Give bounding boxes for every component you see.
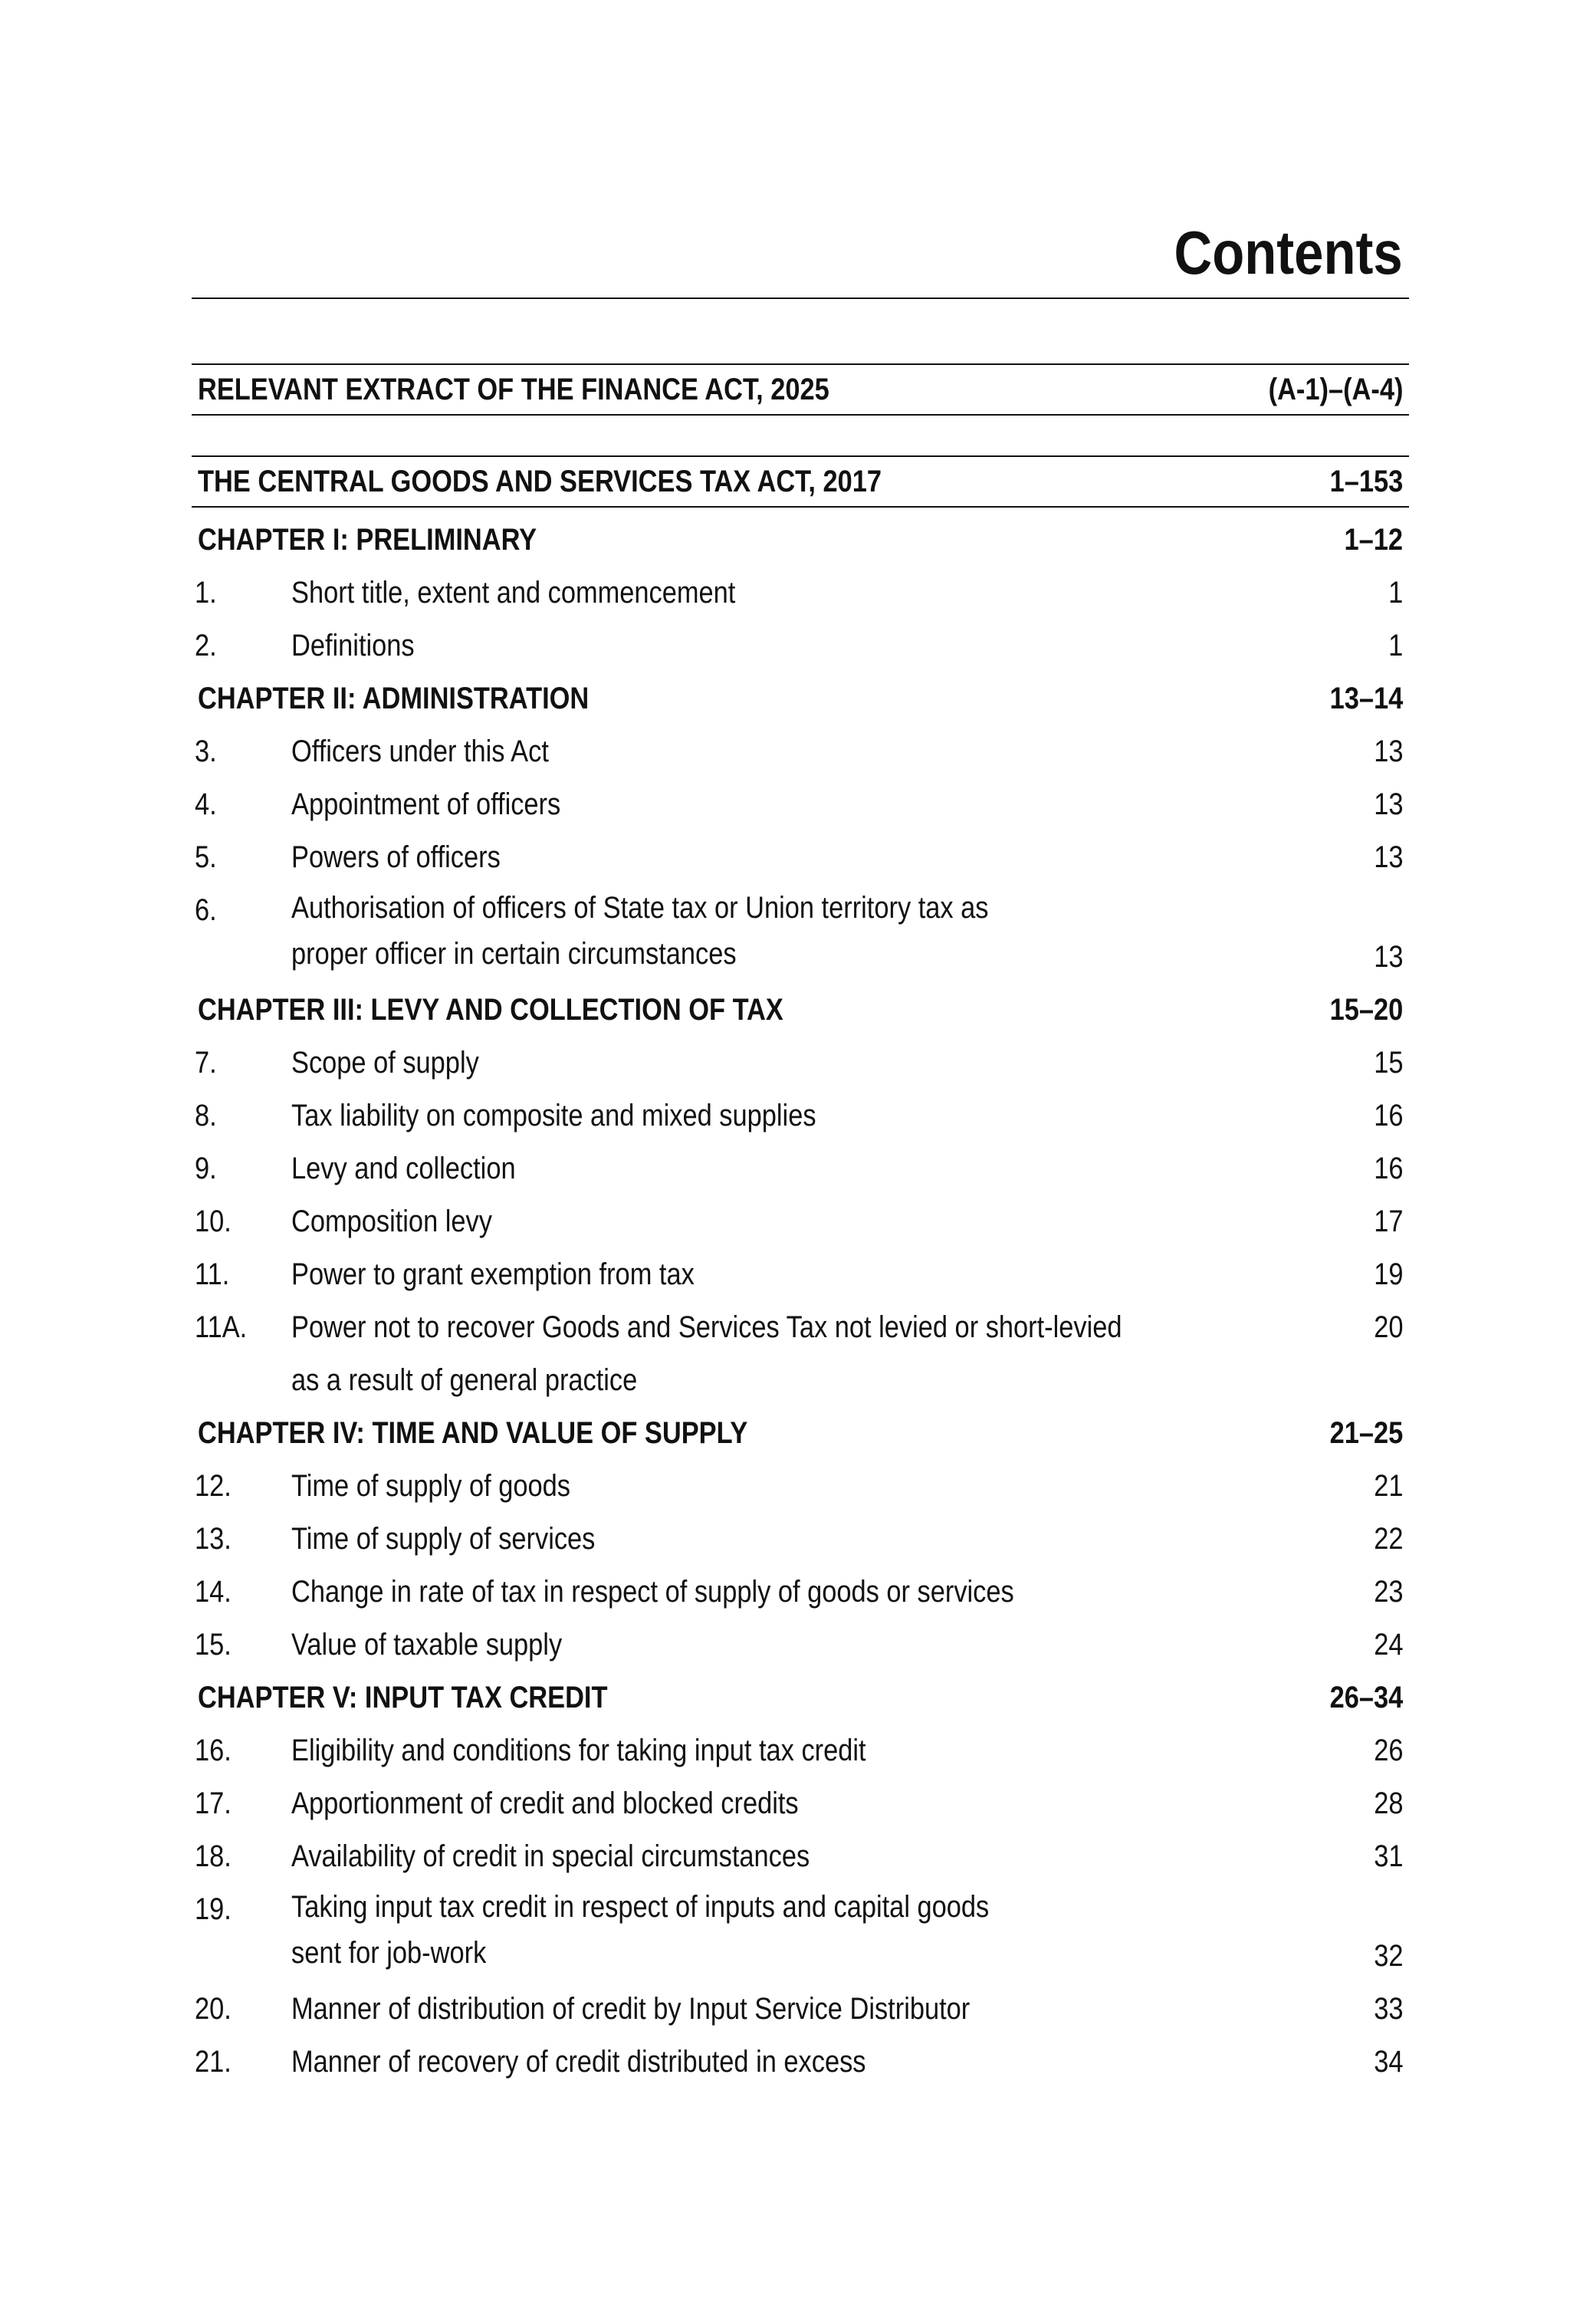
chapter-title: CHAPTER IV: TIME AND VALUE OF SUPPLY bbox=[198, 1416, 748, 1450]
section-title: Short title, extent and commencement bbox=[291, 576, 736, 610]
section-number: 11. bbox=[195, 1257, 230, 1291]
section-page: 34 bbox=[1373, 2045, 1403, 2079]
section-page: 21 bbox=[1373, 1469, 1403, 1503]
chapter-heading bbox=[192, 984, 1409, 1037]
section-title-line-1: Taking input tax credit in respect of inputs and capital goods bbox=[291, 1890, 990, 1924]
section-page: 17 bbox=[1373, 1205, 1403, 1238]
section-page: 32 bbox=[1373, 1939, 1403, 1973]
chapter-heading bbox=[192, 514, 1409, 567]
toc-entry bbox=[192, 1248, 1409, 1301]
section-number: 3. bbox=[195, 735, 217, 768]
section-title: Levy and collection bbox=[291, 1152, 516, 1185]
chapter-pages: 21–25 bbox=[1329, 1416, 1403, 1450]
section-title-line-2: sent for job-work bbox=[291, 1936, 487, 1970]
section-page: 33 bbox=[1373, 1992, 1403, 2026]
chapter-pages: 13–14 bbox=[1329, 682, 1403, 715]
section-page: 13 bbox=[1373, 840, 1403, 874]
section-title: Manner of recovery of credit distributed in excess bbox=[291, 2045, 866, 2079]
section-page: 26 bbox=[1373, 1734, 1403, 1767]
section-title: Composition levy bbox=[291, 1205, 492, 1238]
chapter-title: CHAPTER III: LEVY AND COLLECTION OF TAX bbox=[198, 993, 783, 1027]
chapter-pages: 26–34 bbox=[1329, 1681, 1403, 1714]
section-page: 1 bbox=[1388, 576, 1403, 610]
section-title-line-2: proper officer in certain circumstances bbox=[291, 937, 737, 971]
act-pages: (A-1)–(A-4) bbox=[1268, 372, 1403, 406]
chapter-title: CHAPTER I: PRELIMINARY bbox=[198, 523, 537, 557]
toc-entry bbox=[192, 1724, 1409, 1777]
section-page: 1 bbox=[1388, 629, 1403, 662]
toc-entry bbox=[192, 1090, 1409, 1142]
toc-list bbox=[192, 514, 1409, 2089]
toc-entry bbox=[192, 567, 1409, 620]
chapter-pages: 1–12 bbox=[1344, 523, 1403, 557]
act-title: RELEVANT EXTRACT OF THE FINANCE ACT, 2025 bbox=[198, 372, 829, 406]
section-title: Powers of officers bbox=[291, 840, 501, 874]
section-title: Eligibility and conditions for taking input tax credit bbox=[291, 1734, 866, 1767]
section-number: 4. bbox=[195, 787, 217, 821]
section-title-line-1: Authorisation of officers of State tax or Union territory tax as bbox=[291, 891, 989, 925]
toc-entry bbox=[192, 778, 1409, 831]
section-title: Power to grant exemption from tax bbox=[291, 1257, 695, 1291]
act-finance-act-2025 bbox=[192, 363, 1409, 416]
toc-entry bbox=[192, 884, 1409, 984]
act-cgst-2017 bbox=[192, 455, 1409, 508]
section-title bbox=[291, 884, 988, 978]
act-pages: 1–153 bbox=[1329, 464, 1403, 498]
toc-entry bbox=[192, 1619, 1409, 1672]
section-number: 18. bbox=[195, 1839, 232, 1873]
section-title: Tax liability on composite and mixed supplies bbox=[291, 1099, 816, 1132]
section-title: Availability of credit in special circumstances bbox=[291, 1839, 810, 1873]
toc-entry bbox=[192, 1142, 1409, 1195]
toc-entry bbox=[192, 1195, 1409, 1248]
section-title: Appointment of officers bbox=[291, 787, 561, 821]
section-number: 7. bbox=[195, 1046, 217, 1080]
section-title: Apportionment of credit and blocked credits bbox=[291, 1787, 799, 1820]
section-page: 16 bbox=[1373, 1099, 1403, 1132]
section-title-line-1: Power not to recover Goods and Services Tax not levied or short-levied bbox=[291, 1310, 1122, 1344]
section-page: 22 bbox=[1373, 1522, 1403, 1556]
section-number: 16. bbox=[195, 1734, 232, 1767]
toc-entry bbox=[192, 1513, 1409, 1566]
toc-entry bbox=[192, 1301, 1409, 1407]
section-title: Change in rate of tax in respect of supply of goods or services bbox=[291, 1575, 1014, 1609]
section-title: Officers under this Act bbox=[291, 735, 549, 768]
section-page: 20 bbox=[1373, 1310, 1403, 1344]
chapter-heading bbox=[192, 1672, 1409, 1724]
toc-entry bbox=[192, 1037, 1409, 1090]
section-page: 13 bbox=[1373, 735, 1403, 768]
toc-entry bbox=[192, 620, 1409, 672]
chapter-heading bbox=[192, 672, 1409, 725]
section-number: 19. bbox=[195, 1892, 232, 1926]
toc-entry bbox=[192, 1883, 1409, 1983]
chapter-heading bbox=[192, 1407, 1409, 1460]
section-page: 15 bbox=[1373, 1046, 1403, 1080]
section-title: Scope of supply bbox=[291, 1046, 479, 1080]
toc-entry bbox=[192, 1460, 1409, 1513]
section-number: 11A. bbox=[195, 1310, 248, 1344]
section-number: 5. bbox=[195, 840, 217, 874]
section-page: 24 bbox=[1373, 1628, 1403, 1662]
section-title: Time of supply of goods bbox=[291, 1469, 570, 1503]
act-title: THE CENTRAL GOODS AND SERVICES TAX ACT, 2017 bbox=[198, 464, 882, 498]
section-number: 8. bbox=[195, 1099, 217, 1132]
section-title: Definitions bbox=[291, 629, 415, 662]
section-number: 12. bbox=[195, 1469, 232, 1503]
chapter-title: CHAPTER V: INPUT TAX CREDIT bbox=[198, 1681, 608, 1714]
page-title: Contents bbox=[1174, 219, 1403, 287]
section-title: Value of taxable supply bbox=[291, 1628, 563, 1662]
section-number: 14. bbox=[195, 1575, 232, 1609]
section-number: 21. bbox=[195, 2045, 232, 2079]
section-number: 17. bbox=[195, 1787, 232, 1820]
section-title: Time of supply of services bbox=[291, 1522, 596, 1556]
section-number: 9. bbox=[195, 1152, 217, 1185]
section-page: 13 bbox=[1373, 787, 1403, 821]
section-number: 10. bbox=[195, 1205, 232, 1238]
section-number: 6. bbox=[195, 893, 217, 927]
toc-entry bbox=[192, 725, 1409, 778]
section-number: 1. bbox=[195, 576, 217, 610]
toc-entry bbox=[192, 831, 1409, 884]
section-title-line-2: as a result of general practice bbox=[291, 1363, 638, 1397]
section-number: 13. bbox=[195, 1522, 232, 1556]
title-rule bbox=[192, 297, 1409, 299]
section-page: 13 bbox=[1373, 940, 1403, 974]
section-title bbox=[291, 1883, 989, 1977]
section-page: 23 bbox=[1373, 1575, 1403, 1609]
toc-page bbox=[192, 0, 1409, 2324]
toc-entry bbox=[192, 1983, 1409, 2036]
section-page: 28 bbox=[1373, 1787, 1403, 1820]
toc-entry bbox=[192, 1566, 1409, 1619]
section-title bbox=[291, 1301, 1122, 1407]
toc-entry bbox=[192, 1777, 1409, 1830]
chapter-pages: 15–20 bbox=[1329, 993, 1403, 1027]
section-page: 16 bbox=[1373, 1152, 1403, 1185]
toc-entry bbox=[192, 2036, 1409, 2089]
section-page: 19 bbox=[1373, 1257, 1403, 1291]
toc-entry bbox=[192, 1830, 1409, 1883]
section-page: 31 bbox=[1373, 1839, 1403, 1873]
chapter-title: CHAPTER II: ADMINISTRATION bbox=[198, 682, 590, 715]
section-number: 2. bbox=[195, 629, 217, 662]
section-number: 20. bbox=[195, 1992, 232, 2026]
section-title: Manner of distribution of credit by Input Service Distributor bbox=[291, 1992, 971, 2026]
section-number: 15. bbox=[195, 1628, 232, 1662]
